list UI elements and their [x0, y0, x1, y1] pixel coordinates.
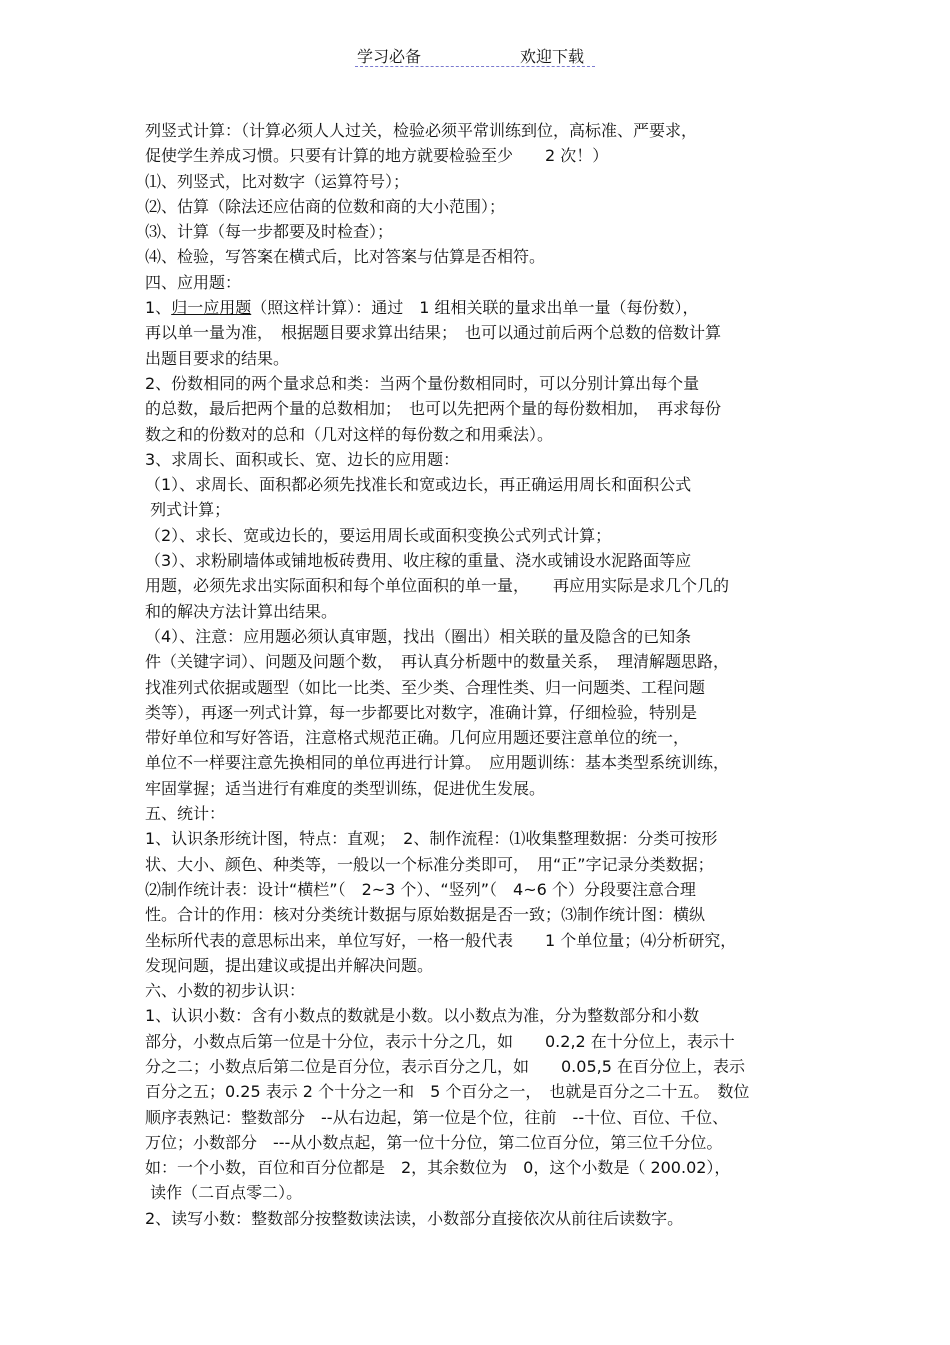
text-line: 顺序表熟记：整数部分 --从右边起，第一位是个位，往前 --十位、百位、千位、	[145, 1107, 729, 1127]
text-line: 促使学生养成习惯。只要有计算的地方就要检验至少 2 次！）	[145, 146, 609, 166]
header-right-text: 欢迎下载	[520, 47, 585, 66]
text-line: 列式计算；	[145, 500, 231, 520]
text-line: （1）、求周长、面积都必须先找准长和宽或边长，再正确运用周长和面积公式	[145, 475, 692, 495]
text-line: 如：一个小数，百位和百分位都是 2，其余数位为 0，这个小数是（ 200.02），	[145, 1158, 731, 1178]
text-line: （2）、求长、宽或边长的，要运用周长或面积变换公式列式计算；	[145, 525, 612, 545]
text-line: 万位；小数部分 ---从小数点起，第一位十分位，第二位百分位，第三位千分位。	[145, 1132, 723, 1152]
text-line: 读作（二百点零二）。	[145, 1183, 303, 1203]
text-line: 3、求周长、面积或长、宽、边长的应用题：	[145, 449, 460, 469]
section-heading: 六、小数的初步认识：	[145, 981, 306, 1001]
text-line: 牢固掌握；适当进行有难度的类型训练，促进优生发展。	[145, 778, 546, 798]
text-line: 分之二；小数点后第二位是百分位，表示百分之几，如 0.05,5 在百分位上，表示	[145, 1056, 745, 1076]
text-line: 出题目要求的结果。	[145, 348, 290, 368]
page-header	[355, 40, 595, 67]
text-line: 坐标所代表的意思标出来，单位写好，一格一般代表 1 个单位量；⑷分析研究，	[145, 930, 737, 950]
document-body	[145, 118, 815, 1231]
text-line: 2、份数相同的两个量求总和类：当两个量份数相同时，可以分别计算出每个量	[145, 373, 700, 393]
text-line: ⑵制作统计表：设计“横栏”（ 2~3 个）、“竖列”（ 4~6 个）分段要注意合理	[145, 879, 696, 899]
text-line: 类等），再逐一列式计算，每一步都要比对数字，准确计算，仔细检验，特别是	[145, 702, 698, 722]
underlined-term: 归一应用题	[171, 298, 252, 318]
text-line: 1、认识小数：含有小数点的数就是小数。以小数点为准，分为整数部分和小数	[145, 1006, 700, 1026]
text-line: 状、大小、颜色、种类等，一般以一个标准分类即可， 用“正”字记录分类数据；	[145, 854, 714, 874]
text-line: ⑷、检验，写答案在横式后，比对答案与估算是否相符。	[145, 247, 546, 267]
text-line: ⑶、计算（每一步都要及时检查）；	[145, 222, 394, 242]
text-line: （4）、注意：应用题必须认真审题，找出（圈出）相关联的量及隐含的已知条	[145, 626, 692, 646]
text-line: 单位不一样要注意先换相同的单位再进行计算。 应用题训练：基本类型系统训练，	[145, 753, 730, 773]
header-left-text: 学习必备	[357, 47, 422, 66]
text-line: 1、认识条形统计图，特点：直观； 2、制作流程：⑴收集整理数据：分类可按形	[145, 829, 718, 849]
text-line: 件（关键字词）、问题及问题个数， 再认真分析题中的数量关系， 理清解题思路，	[145, 652, 730, 672]
text-line: 部分，小数点后第一位是十分位，表示十分之几，如 0.2,2 在十分位上，表示十	[145, 1031, 735, 1051]
text-line: 发现问题，提出建议或提出并解决问题。	[145, 955, 434, 975]
text-line: 性。合计的作用：核对分类统计数据与原始数据是否一致；⑶制作统计图：横纵	[145, 905, 706, 925]
text-line: 再以单一量为准， 根据题目要求算出结果； 也可以通过前后两个总数的倍数计算	[145, 323, 722, 343]
text-line: 的总数，最后把两个量的总数相加； 也可以先把两个量的每份数相加， 再求每份	[145, 399, 722, 419]
text-line: 数之和的份数对的总和（几对这样的每份数之和用乘法）。	[145, 424, 554, 444]
text-line-with-underline	[145, 295, 815, 320]
text-line: 列竖式计算：（计算必须人人过关，检验必须平常训练到位，高标准、严要求，	[145, 121, 698, 140]
text-line: ⑵、估算（除法还应估商的位数和商的大小范围）；	[145, 196, 506, 216]
text-line: 用题，必须先求出实际面积和每个单位面积的单一量， 再应用实际是求几个几的	[145, 576, 730, 596]
text-line: 百分之五；0.25 表示 2 个十分之一和 5 个百分之一， 也就是百分之二十五。 数位	[145, 1082, 750, 1102]
text-line: 和的解决方法计算出结果。	[145, 601, 338, 621]
section-heading: 五、统计：	[145, 804, 226, 824]
text-line: ⑴、列竖式，比对数字（运算符号）；	[145, 171, 410, 191]
text-line: 2、读写小数：整数部分按整数读法读，小数部分直接依次从前往后读数字。	[145, 1208, 684, 1228]
line-rest: （照这样计算）：通过 1 组相关联的量求出单一量（每份数），	[251, 298, 699, 318]
text-line: 带好单位和写好答语，注意格式规范正确。几何应用题还要注意单位的统一，	[145, 728, 690, 748]
line-prefix: 1、	[145, 298, 172, 318]
section-heading: 四、应用题：	[145, 272, 242, 292]
text-line: （3）、求粉刷墙体或铺地板砖费用、收庄稼的重量、浇水或铺设水泥路面等应	[145, 551, 692, 571]
text-line: 找准列式依据或题型（如比一比类、至少类、合理性类、归一问题类、工程问题	[145, 677, 706, 697]
